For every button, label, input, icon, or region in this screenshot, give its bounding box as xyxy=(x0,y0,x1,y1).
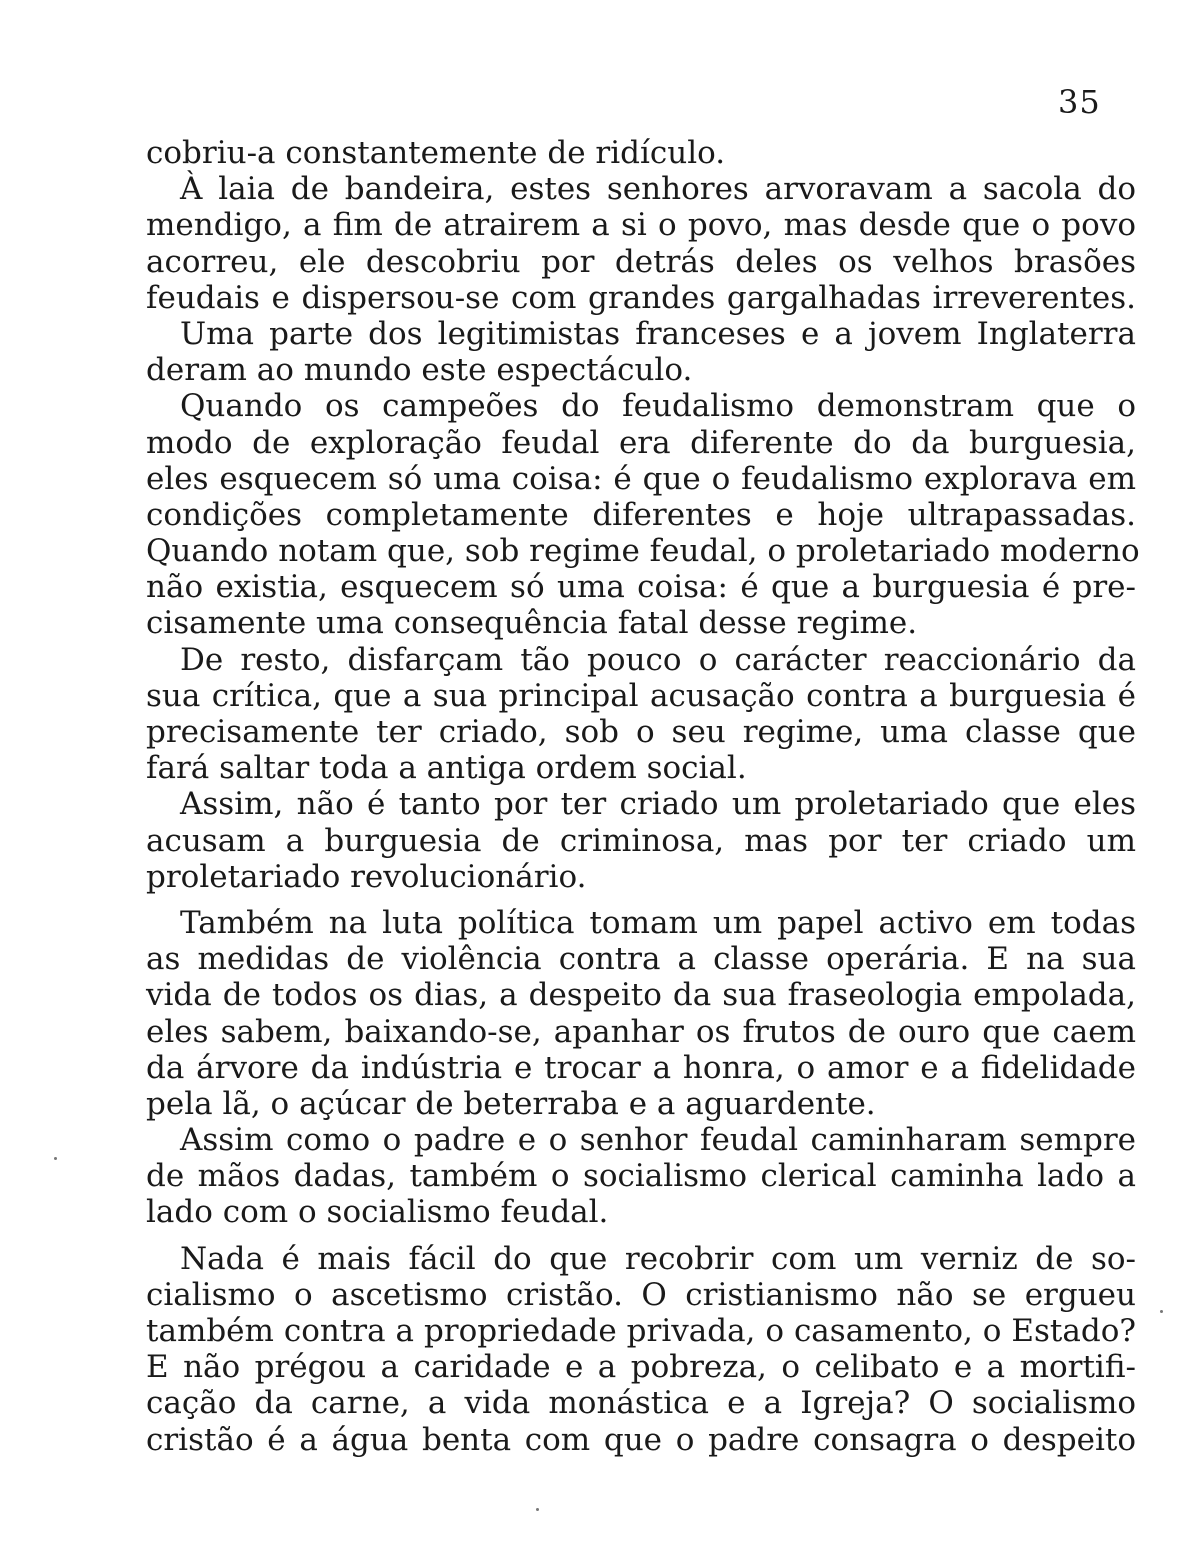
body-text xyxy=(146,135,1140,1458)
text-line: pela lã, o açúcar de beterraba e a aguardente. xyxy=(146,1085,876,1122)
text-line: cialismo o ascetismo cristão. O cristianismo não se ergueu xyxy=(146,1276,1136,1313)
text-line: lado com o socialismo feudal. xyxy=(146,1194,609,1231)
text-line: cristão é a água benta com que o padre consagra o despeito xyxy=(146,1421,1136,1458)
text-line: Nada é mais fácil do que recobrir com um verniz de so- xyxy=(180,1240,1136,1277)
text-line: cisamente uma consequência fatal desse regime. xyxy=(146,605,918,642)
paragraph xyxy=(146,786,1136,895)
text-line: condições completamente diferentes e hoje ultrapassadas. xyxy=(146,496,1136,533)
text-line: À laia de bandeira, estes senhores arvoravam a sacola do xyxy=(180,171,1136,208)
text-line: E não prégou a caridade e a pobreza, o celibato e a mortifi- xyxy=(146,1349,1136,1386)
text-line: feudais e dispersou-se com grandes gargalhadas irreverentes. xyxy=(146,279,1136,316)
text-line: precisamente ter criado, sob o seu regime, uma classe que xyxy=(146,714,1136,750)
text-line: de mãos dadas, também o socialismo clerical caminha lado a xyxy=(146,1158,1136,1195)
text-line: eles esquecem só uma coisa: é que o feudalismo explorava em xyxy=(146,460,1136,497)
paragraph xyxy=(146,171,1136,316)
text-line: mendigo, a fim de atrairem a si o povo, mas desde que o povo xyxy=(146,207,1136,244)
text-line: sua crítica, que a sua principal acusação contra a burguesia é xyxy=(146,677,1136,714)
text-line: da árvore da indústria e trocar a honra, o amor e a fidelidade xyxy=(146,1049,1136,1086)
paragraph xyxy=(146,642,1136,787)
paragraph xyxy=(146,1122,1136,1231)
text-line: Assim, não é tanto por ter criado um proletariado que eles xyxy=(180,786,1136,823)
text-line: Também na luta política tomam um papel activo em todas xyxy=(180,904,1136,941)
text-line: acusam a burguesia de criminosa, mas por ter criado um xyxy=(146,822,1136,859)
text-line: deram ao mundo este espectáculo. xyxy=(146,352,693,389)
paragraph xyxy=(146,905,1136,1122)
text-line: Assim como o padre e o senhor feudal caminharam sempre xyxy=(180,1122,1136,1159)
text-line: fará saltar toda a antiga ordem social. xyxy=(146,750,747,787)
scan-speck xyxy=(536,1508,539,1511)
text-line: Uma parte dos legitimistas franceses e a jovem Inglaterra xyxy=(180,315,1136,352)
text-line: também contra a propriedade privada, o casamento, o Estado? xyxy=(146,1313,1136,1349)
scan-speck xyxy=(54,1157,57,1160)
text-line: não existia, esquecem só uma coisa: é que a burguesia é pre- xyxy=(146,569,1136,606)
text-line: eles sabem, baixando-se, apanhar os frutos de ouro que caem xyxy=(146,1013,1136,1050)
scan-speck xyxy=(1160,1310,1163,1313)
text-line: De resto, disfarçam tão pouco o carácter reaccionário da xyxy=(180,641,1136,678)
text-line: modo de exploração feudal era diferente do da burguesia, xyxy=(146,424,1136,461)
paragraph xyxy=(146,1241,1136,1458)
text-line: cobriu-a constantemente de ridículo. xyxy=(146,135,726,171)
paragraph xyxy=(146,135,1136,171)
text-line: Quando notam que, sob regime feudal, o proletariado moderno xyxy=(146,533,1140,570)
text-line: vida de todos os dias, a despeito da sua fraseologia empolada, xyxy=(146,977,1136,1014)
text-line: as medidas de violência contra a classe operária. E na sua xyxy=(146,941,1136,978)
text-line: acorreu, ele descobriu por detrás deles os velhos brasões xyxy=(146,243,1136,280)
page-number: 35 xyxy=(1058,83,1101,121)
text-line: proletariado revolucionário. xyxy=(146,858,587,895)
paragraph xyxy=(146,316,1136,388)
text-line: Quando os campeões do feudalismo demonstram que o xyxy=(180,388,1136,425)
paragraph xyxy=(146,388,1140,642)
text-line: cação da carne, a vida monástica e a Igreja? O socialismo xyxy=(146,1385,1136,1422)
